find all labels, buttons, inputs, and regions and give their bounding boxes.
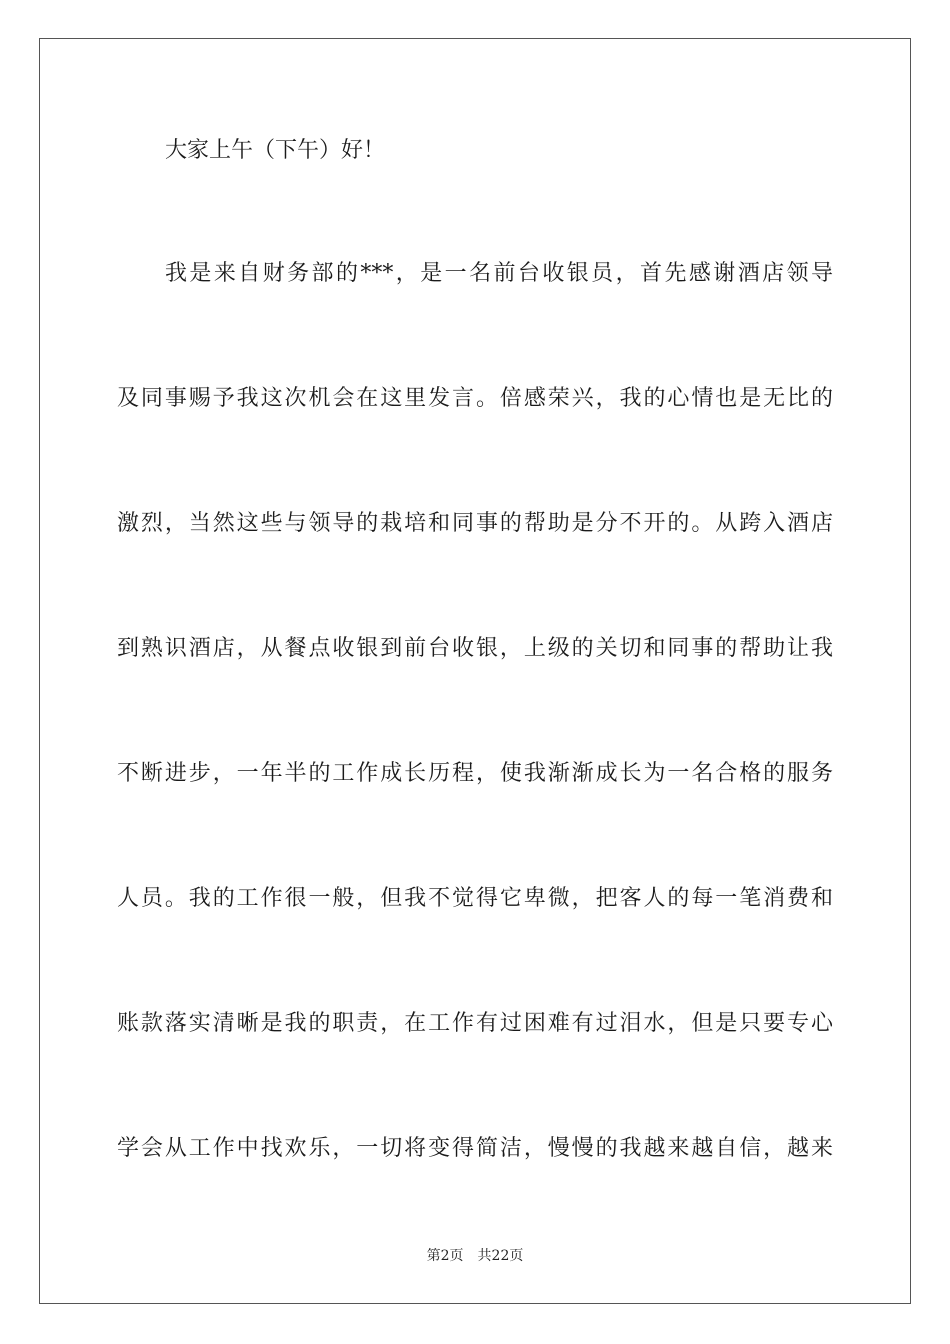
body-text-line: 账款落实清晰是我的职责，在工作有过困难有过泪水，但是只要专心 (117, 1011, 833, 1036)
body-text-line: 激烈，当然这些与领导的栽培和同事的帮助是分不开的。从跨入酒店 (117, 511, 833, 536)
page-border (39, 38, 911, 1304)
total-pages: 共22页 (477, 1248, 524, 1264)
body-text-line: 我是来自财务部的***，是一名前台收银员，首先感谢酒店领导 (165, 261, 833, 286)
body-text-line: 学会从工作中找欢乐，一切将变得简洁，慢慢的我越来越自信，越来 (117, 1136, 833, 1161)
body-text-line: 到熟识酒店，从餐点收银到前台收银，上级的关切和同事的帮助让我 (117, 636, 833, 661)
body-text-line: 不断进步，一年半的工作成长历程，使我渐渐成长为一名合格的服务 (117, 761, 833, 786)
body-text-line: 及同事赐予我这次机会在这里发言。倍感荣兴，我的心情也是无比的 (117, 386, 833, 411)
page-footer (0, 1246, 950, 1266)
page-number: 第2页 (426, 1248, 464, 1264)
body-text-line: 人员。我的工作很一般，但我不觉得它卑微，把客人的每一笔消费和 (117, 886, 833, 911)
greeting-line: 大家上午（下午）好！ (165, 138, 386, 163)
